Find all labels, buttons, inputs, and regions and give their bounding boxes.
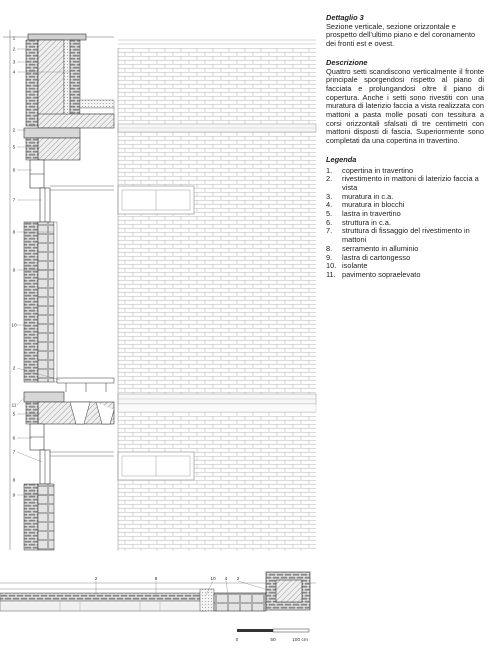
description-text: Quattro setti scandiscono verticalmente il fronte principale sporgendosi rispetto al piano di facciata e prolungandosi oltre il piano di copertura. Anche i setti sono rivestiti con una muratura di laterizio faccia a vista realizzata con mattoni a pasta molle posati con tessitura a corsi orizzontali sfalsati di tre centimetri con mattoni disposti di fascia. Superiormente sono completati da una copertina in travertino. xyxy=(326,66,484,146)
plan-label: 2 xyxy=(236,577,240,582)
roof-slab xyxy=(38,114,114,128)
legend-item-number: 5. xyxy=(326,209,333,219)
section-label: 1 xyxy=(12,36,16,42)
description-heading: Descrizione xyxy=(326,57,368,67)
section-label: 11 xyxy=(11,403,17,409)
horizontal-section xyxy=(0,572,316,611)
plan-wall xyxy=(0,601,206,611)
legend-item-number: 9. xyxy=(326,252,333,262)
legend-item-number: 7. xyxy=(326,226,333,236)
legend-item-text: copertina in travertino xyxy=(342,165,414,175)
section-label: 8 xyxy=(12,230,16,236)
scale-bar xyxy=(236,629,309,643)
legend-item-number: 2. xyxy=(326,174,333,184)
plan-brick-cladding xyxy=(0,593,200,601)
plan-label: 8 xyxy=(154,577,158,582)
section-label: 10 xyxy=(11,323,17,329)
legend-item-text: serramento in alluminio xyxy=(342,243,419,253)
legend-item xyxy=(326,175,484,192)
section-label: 9 xyxy=(12,268,16,274)
section-label: 5 xyxy=(12,145,16,151)
brick-wall-main xyxy=(24,222,38,382)
section-label: 6 xyxy=(12,168,16,174)
plan-block-wall xyxy=(214,593,266,611)
legend-item-number: 8. xyxy=(326,243,333,253)
detail-subtitle: Sezione verticale, sezione orizzontale e prospetto dell’ultimo piano e del coronamento dei fronti est e ovest. xyxy=(326,21,476,49)
travertine-coping xyxy=(28,34,86,40)
text-panel xyxy=(326,14,484,280)
concrete-wall xyxy=(38,40,64,126)
roof-gravel xyxy=(80,100,114,108)
insulation xyxy=(64,40,70,126)
legend-item xyxy=(326,271,484,280)
section-label: 4 xyxy=(12,70,16,76)
section-label: 3 xyxy=(12,60,16,66)
section-label: 2 xyxy=(12,366,16,372)
plan-label: 2 xyxy=(94,577,98,582)
legend-item-text: struttura di fissaggio del rivestimento in mattoni xyxy=(342,226,470,245)
block-wall-lower xyxy=(38,484,54,550)
block-wall-main xyxy=(38,222,54,382)
section-label: 7 xyxy=(12,450,16,456)
scale-label-100: 100 cm xyxy=(292,638,308,643)
legend-item-text: rivestimento in mattoni di laterizio faccia a vista xyxy=(342,174,479,192)
legend-heading: Legenda xyxy=(326,154,357,164)
brick-wall-lower xyxy=(24,484,38,550)
plan-insulation xyxy=(200,589,214,611)
raised-floor xyxy=(57,378,114,383)
legend-item-text: pavimento sopraelevato xyxy=(342,269,421,279)
legend-item-number: 4. xyxy=(326,200,333,210)
scale-label-50: 50 xyxy=(270,638,276,643)
section-label: 5 xyxy=(12,412,16,418)
legend-item-number: 1. xyxy=(326,165,333,175)
legend-item-number: 3. xyxy=(326,191,333,201)
section-label: 6 xyxy=(12,436,16,442)
detail-title: Dettaglio 3 xyxy=(326,13,364,22)
legend-item-text: muratura in c.a. xyxy=(342,191,394,201)
plan-concrete-core xyxy=(276,580,302,602)
legend-item-text: lastra in travertino xyxy=(342,209,401,219)
brick-cladding-right xyxy=(70,40,80,126)
concrete-beam-top xyxy=(38,138,80,160)
legend-item-text: struttura in c.a. xyxy=(342,217,391,227)
plan-label: 10 xyxy=(210,577,216,582)
section-label: 9 xyxy=(12,493,16,499)
legend-item xyxy=(326,227,484,244)
plan-label: 4 xyxy=(224,577,228,582)
scale-label-0: 0 xyxy=(235,638,239,643)
travertine-slab-top xyxy=(24,128,80,138)
section-label: 8 xyxy=(12,478,16,484)
vertical-section xyxy=(3,30,114,550)
legend-item-number: 10. xyxy=(326,261,337,271)
legend-item-text: lastra di cartongesso xyxy=(342,252,411,262)
legend-item-text: muratura in blocchi xyxy=(342,200,405,210)
travertine-slab-mid xyxy=(24,392,64,402)
section-label: 2 xyxy=(12,47,16,53)
legend-item-text: isolante xyxy=(342,261,368,271)
legend-list xyxy=(326,167,484,280)
elevation xyxy=(118,40,316,551)
legend-item-number: 11. xyxy=(326,269,336,279)
section-label: 2 xyxy=(12,128,16,134)
legend-item-number: 6. xyxy=(326,217,333,227)
brick-cladding-left xyxy=(26,40,38,126)
section-label: 7 xyxy=(12,198,16,204)
